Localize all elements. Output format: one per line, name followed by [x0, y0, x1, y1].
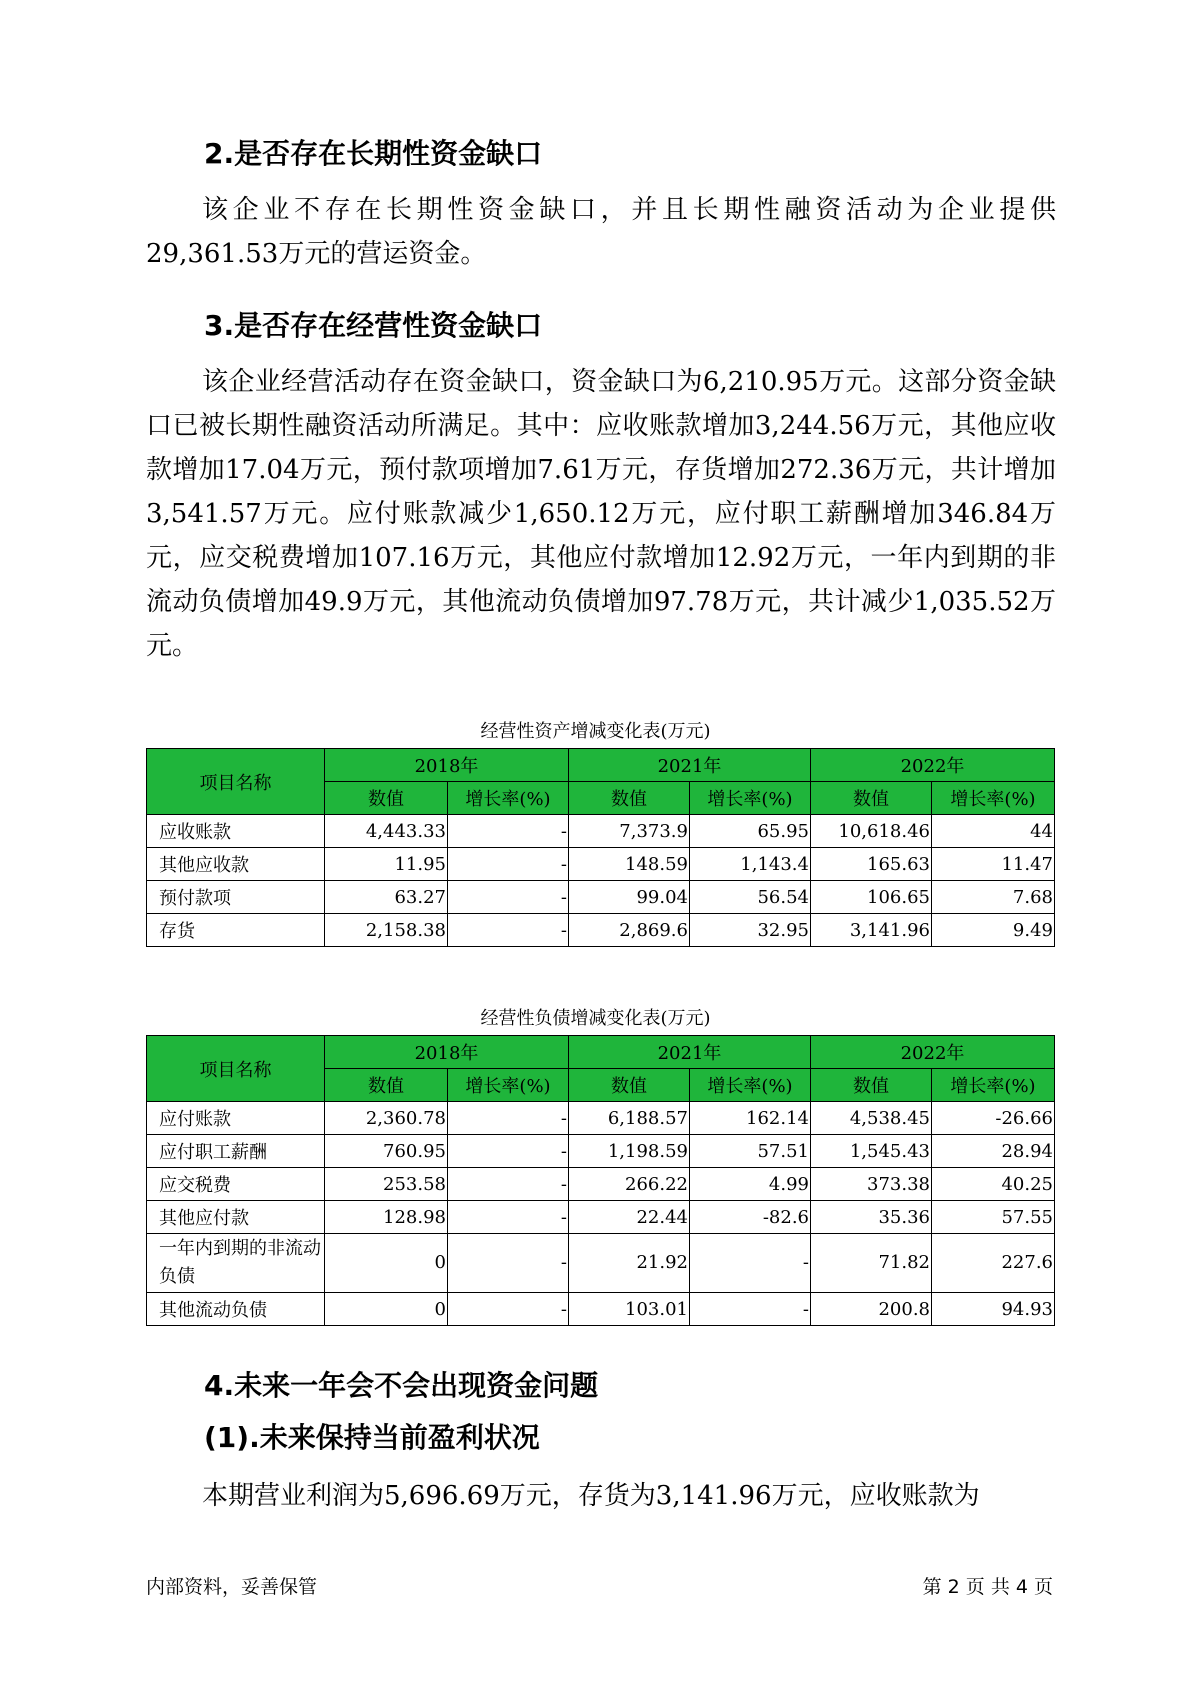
col-header-year: 2021年 — [569, 749, 811, 782]
col-header-value: 数值 — [569, 1069, 690, 1102]
cell-value: 1,198.59 — [569, 1135, 690, 1168]
cell-value: 21.92 — [569, 1234, 690, 1293]
table-row — [147, 1168, 1055, 1201]
table-row — [147, 815, 1055, 848]
cell-growth-rate: 57.51 — [690, 1135, 811, 1168]
cell-value: 3,141.96 — [811, 914, 932, 947]
cell-growth-rate: 65.95 — [690, 815, 811, 848]
cell-value: 4,443.33 — [325, 815, 448, 848]
col-header-year: 2018年 — [325, 1036, 569, 1069]
col-header-year: 2022年 — [811, 1036, 1055, 1069]
col-header-item: 项目名称 — [147, 1036, 325, 1102]
cell-value: 2,158.38 — [325, 914, 448, 947]
cell-growth-rate: 7.68 — [932, 881, 1055, 914]
col-header-year: 2021年 — [569, 1036, 811, 1069]
cell-value: 266.22 — [569, 1168, 690, 1201]
row-item-name: 应付账款 — [147, 1102, 325, 1135]
cell-value: 165.63 — [811, 848, 932, 881]
cell-growth-rate: 28.94 — [932, 1135, 1055, 1168]
liabilities-table-caption: 经营性负债增减变化表(万元) — [480, 1008, 711, 1029]
cell-growth-rate: - — [448, 1135, 569, 1168]
cell-growth-rate: 1,143.4 — [690, 848, 811, 881]
cell-growth-rate: - — [448, 1234, 569, 1293]
row-item-name: 存货 — [147, 914, 325, 947]
col-header-rate: 增长率(%) — [448, 782, 569, 815]
section3-paragraph: 该企业经营活动存在资金缺口，资金缺口为6,210.95万元。这部分资金缺口已被长期性融资活动所满足。其中：应收账款增加3,244.56万元，其他应收款增加17.04万元，预付款项增加7.61万元，存货增加272.36万元，共计增加3,541.57万元。应付账款减少1,650.12万元，应付职工薪酬增加346.84万元，应交税费增加107.16万元，其他应付款增加12.92万元，一年内到期的非流动负债增加49.9万元，其他流动负债增加97.78万元，共计减少1,035.52万元。 — [146, 367, 1056, 661]
col-header-value: 数值 — [325, 782, 448, 815]
cell-value: 106.65 — [811, 881, 932, 914]
cell-value: 71.82 — [811, 1234, 932, 1293]
cell-growth-rate: 56.54 — [690, 881, 811, 914]
assets-table — [146, 748, 1055, 947]
cell-growth-rate: - — [448, 914, 569, 947]
cell-growth-rate: - — [690, 1293, 811, 1326]
table-row — [147, 1234, 1055, 1293]
cell-value: 1,545.43 — [811, 1135, 932, 1168]
col-header-rate: 增长率(%) — [932, 1069, 1055, 1102]
cell-growth-rate: 40.25 — [932, 1168, 1055, 1201]
cell-growth-rate: 44 — [932, 815, 1055, 848]
table-row — [147, 914, 1055, 947]
footer-confidential-note: 内部资料，妥善保管 — [146, 1576, 318, 1598]
cell-growth-rate: 57.55 — [932, 1201, 1055, 1234]
cell-growth-rate: - — [448, 1201, 569, 1234]
assets-table-caption: 经营性资产增减变化表(万元) — [480, 721, 711, 742]
col-header-item: 项目名称 — [147, 749, 325, 815]
col-header-rate: 增长率(%) — [448, 1069, 569, 1102]
cell-value: 22.44 — [569, 1201, 690, 1234]
table-row — [147, 1102, 1055, 1135]
row-item-name: 应付职工薪酬 — [147, 1135, 325, 1168]
cell-growth-rate: 4.99 — [690, 1168, 811, 1201]
cell-value: 2,869.6 — [569, 914, 690, 947]
cell-value: 0 — [325, 1234, 448, 1293]
cell-growth-rate: 11.47 — [932, 848, 1055, 881]
cell-value: 0 — [325, 1293, 448, 1326]
row-item-name: 其他应收款 — [147, 848, 325, 881]
cell-value: 253.58 — [325, 1168, 448, 1201]
col-header-rate: 增长率(%) — [932, 782, 1055, 815]
col-header-year: 2022年 — [811, 749, 1055, 782]
cell-growth-rate: - — [690, 1234, 811, 1293]
cell-growth-rate: - — [448, 848, 569, 881]
row-item-name: 应交税费 — [147, 1168, 325, 1201]
cell-growth-rate: 9.49 — [932, 914, 1055, 947]
col-header-value: 数值 — [811, 1069, 932, 1102]
col-header-value: 数值 — [325, 1069, 448, 1102]
col-header-year: 2018年 — [325, 749, 569, 782]
section4-subheading: (1).未来保持当前盈利状况 — [204, 1421, 540, 1454]
row-item-name: 其他应付款 — [147, 1201, 325, 1234]
section4-paragraph: 本期营业利润为5,696.69万元，存货为3,141.96万元，应收账款为 — [202, 1481, 980, 1511]
table-row — [147, 848, 1055, 881]
cell-value: 10,618.46 — [811, 815, 932, 848]
cell-growth-rate: 32.95 — [690, 914, 811, 947]
cell-value: 7,373.9 — [569, 815, 690, 848]
table-row — [147, 1293, 1055, 1326]
section2-heading: 2.是否存在长期性资金缺口 — [204, 137, 543, 170]
col-header-rate: 增长率(%) — [690, 1069, 811, 1102]
cell-value: 103.01 — [569, 1293, 690, 1326]
cell-growth-rate: 94.93 — [932, 1293, 1055, 1326]
section4-heading: 4.未来一年会不会出现资金问题 — [204, 1369, 599, 1402]
col-header-value: 数值 — [811, 782, 932, 815]
col-header-rate: 增长率(%) — [690, 782, 811, 815]
cell-growth-rate: - — [448, 881, 569, 914]
cell-value: 200.8 — [811, 1293, 932, 1326]
cell-value: 63.27 — [325, 881, 448, 914]
cell-growth-rate: - — [448, 1168, 569, 1201]
cell-growth-rate: - — [448, 815, 569, 848]
table-row — [147, 881, 1055, 914]
row-item-name: 预付款项 — [147, 881, 325, 914]
cell-value: 373.38 — [811, 1168, 932, 1201]
cell-growth-rate: 227.6 — [932, 1234, 1055, 1293]
cell-value: 35.36 — [811, 1201, 932, 1234]
cell-value: 99.04 — [569, 881, 690, 914]
row-item-name: 其他流动负债 — [147, 1293, 325, 1326]
row-item-name: 应收账款 — [147, 815, 325, 848]
cell-growth-rate: - — [448, 1293, 569, 1326]
cell-value: 128.98 — [325, 1201, 448, 1234]
row-item-name: 一年内到期的非流动负债 — [147, 1234, 325, 1293]
col-header-value: 数值 — [569, 782, 690, 815]
cell-value: 2,360.78 — [325, 1102, 448, 1135]
cell-growth-rate: - — [448, 1102, 569, 1135]
liabilities-table — [146, 1035, 1055, 1326]
cell-value: 4,538.45 — [811, 1102, 932, 1135]
cell-value: 760.95 — [325, 1135, 448, 1168]
cell-value: 148.59 — [569, 848, 690, 881]
cell-growth-rate: 162.14 — [690, 1102, 811, 1135]
table-row — [147, 1201, 1055, 1234]
cell-growth-rate: -82.6 — [690, 1201, 811, 1234]
cell-value: 11.95 — [325, 848, 448, 881]
section2-paragraph: 该企业不存在长期性资金缺口，并且长期性融资活动为企业提供29,361.53万元的营运资金。 — [146, 195, 1056, 269]
footer-page-number: 第 2 页 共 4 页 — [922, 1576, 1053, 1598]
cell-value: 6,188.57 — [569, 1102, 690, 1135]
cell-growth-rate: -26.66 — [932, 1102, 1055, 1135]
table-row — [147, 1135, 1055, 1168]
section3-heading: 3.是否存在经营性资金缺口 — [204, 309, 543, 342]
